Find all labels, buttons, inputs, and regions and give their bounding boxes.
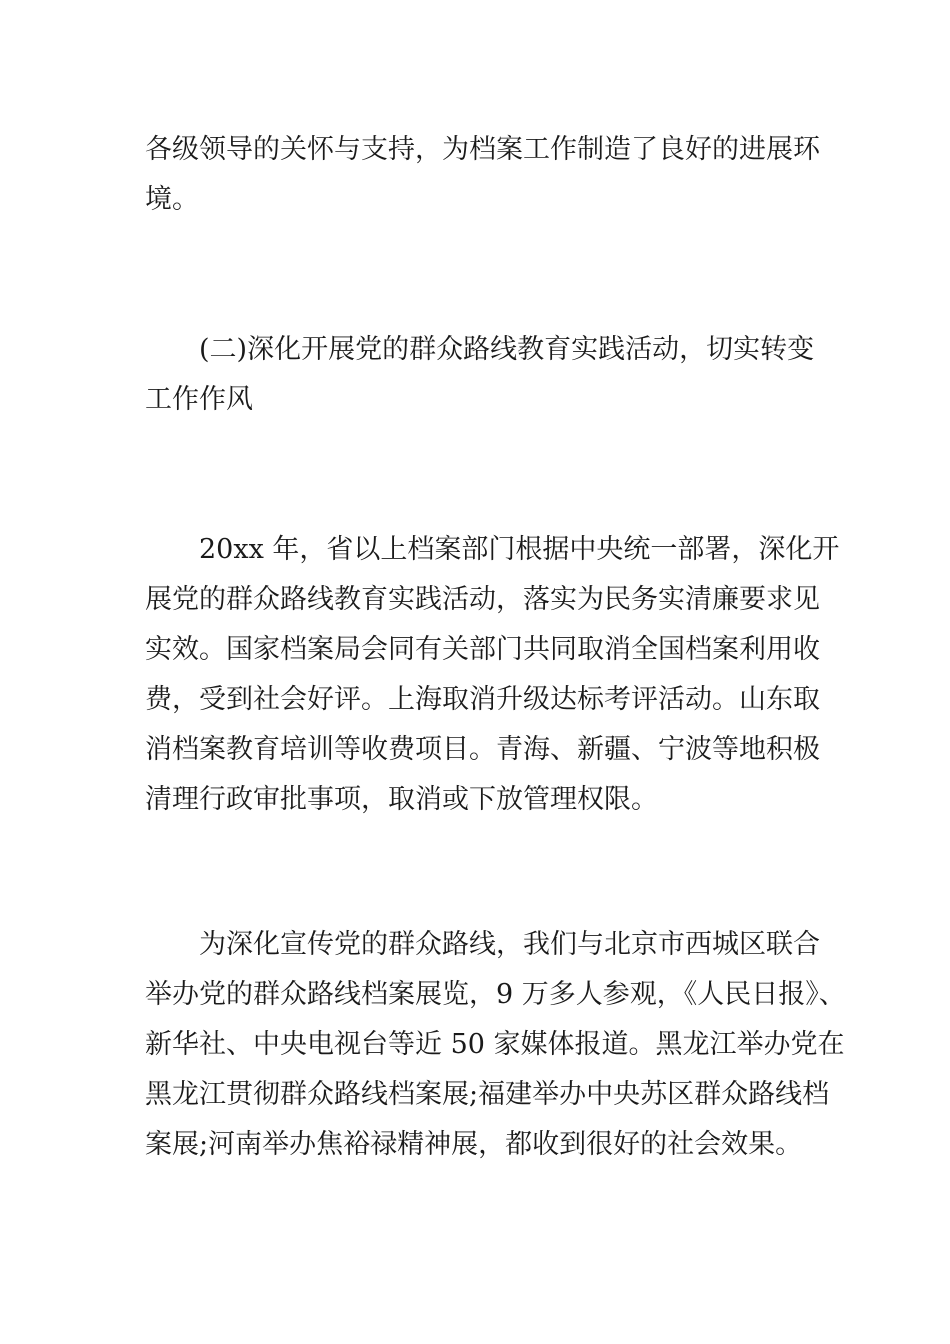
- text-line: 各级领导的关怀与支持，为档案工作制造了良好的进展环: [145, 134, 820, 165]
- text-line: (二)深化开展党的群众路线教育实践活动，切实转变: [199, 334, 815, 365]
- text-line: 实效。国家档案局会同有关部门共同取消全国档案利用收: [145, 634, 820, 665]
- text-line: 清理行政审批事项，取消或下放管理权限。: [145, 784, 658, 815]
- text-line: 费，受到社会好评。上海取消升级达标考评活动。山东取: [145, 684, 820, 715]
- text-line: 新华社、中央电视台等近 50 家媒体报道。黑龙江举办党在: [145, 1029, 845, 1060]
- text-line: 20xx 年，省以上档案部门根据中央统一部署，深化开: [199, 534, 840, 565]
- text-line: 消档案教育培训等收费项目。青海、新疆、宁波等地积极: [145, 734, 820, 765]
- text-line: 案展;河南举办焦裕禄精神展，都收到很好的社会效果。: [145, 1129, 803, 1160]
- text-line: 黑龙江贯彻群众路线档案展;福建举办中央苏区群众路线档: [145, 1079, 830, 1110]
- section-heading: [145, 325, 815, 425]
- body-paragraph: [145, 920, 846, 1170]
- text-line: 为深化宣传党的群众路线，我们与北京市西城区联合: [199, 929, 820, 960]
- text-line: 展党的群众路线教育实践活动，落实为民务实清廉要求见: [145, 584, 820, 615]
- body-paragraph: [145, 525, 840, 825]
- text-line: 境。: [145, 184, 199, 215]
- paragraph-continuation: [145, 125, 820, 225]
- text-line: 工作作风: [145, 384, 253, 415]
- text-line: 举办党的群众路线档案展览，9 万多人参观，《人民日报》、: [145, 979, 846, 1010]
